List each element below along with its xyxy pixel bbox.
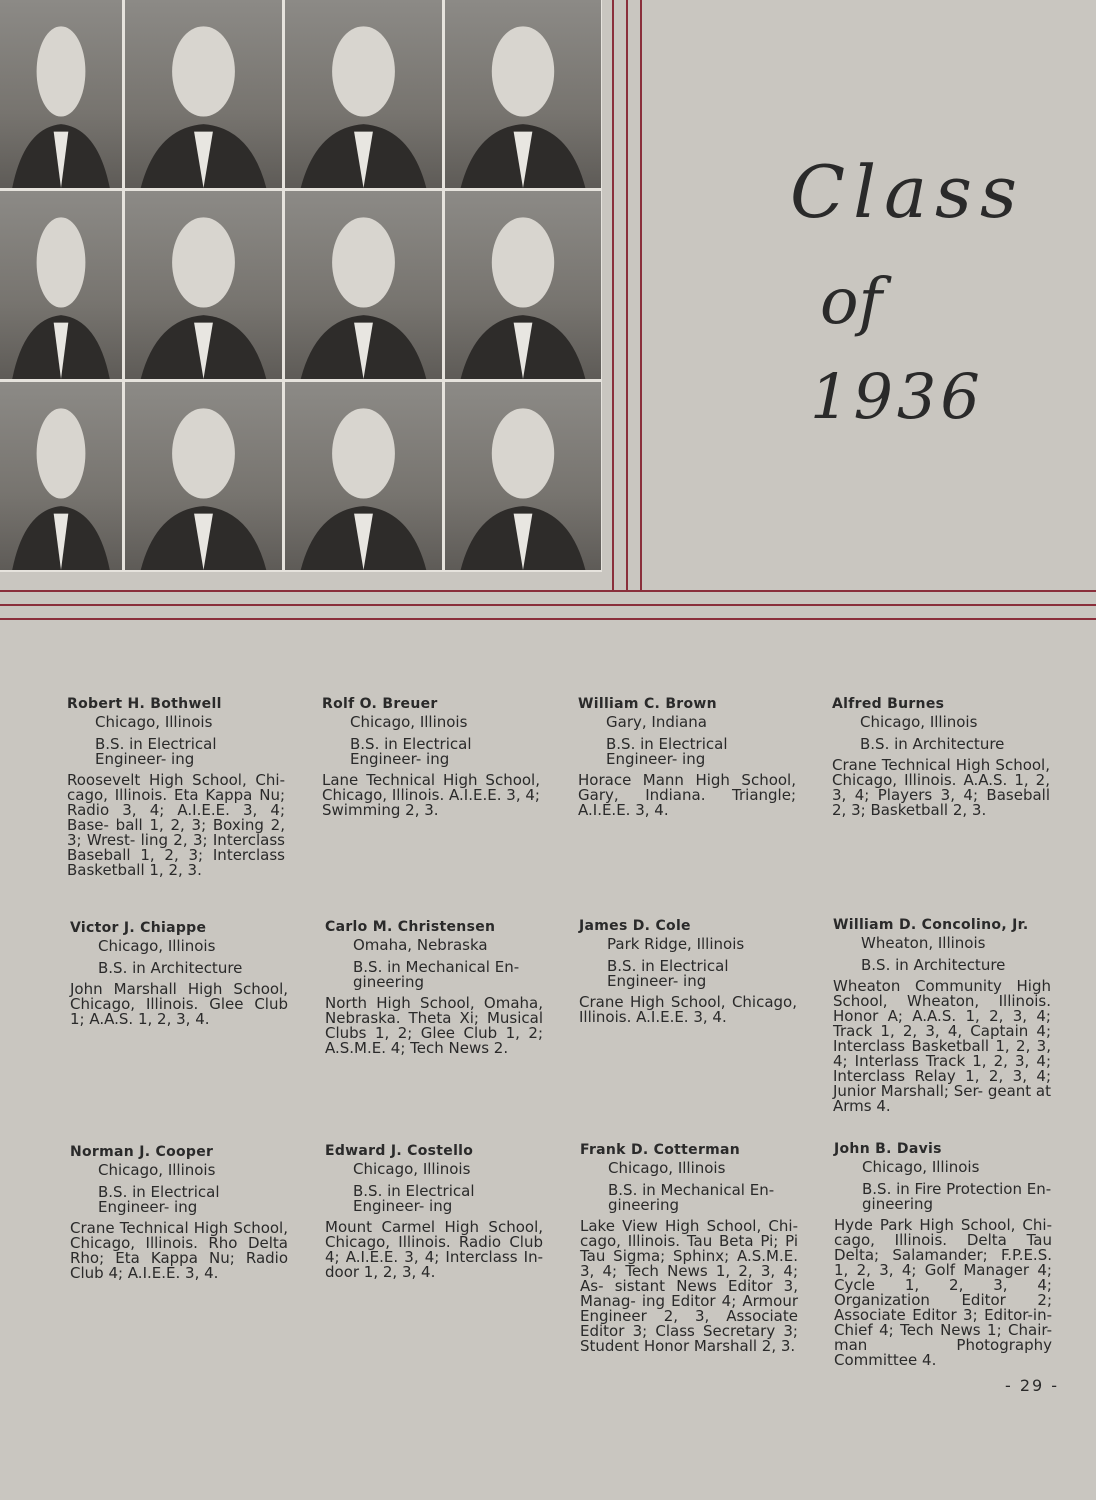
horizontal-rule bbox=[0, 618, 1096, 620]
portrait-grid bbox=[0, 0, 602, 572]
senior-name: William C. Brown bbox=[578, 696, 717, 712]
vertical-rule bbox=[612, 0, 614, 590]
section-title-year: 1936 bbox=[810, 360, 984, 433]
senior-activities: Wheaton Community High School, Wheaton, Illinois. Honor A; A.A.S. 1, 2, 3, 4; Track 1, 2, 3, 4, Captain 4; Interclass Basketball 1, 2, 3, 4; Interlass Track 1, 2, 3, 4; Interclass Relay 1, 2, 3, 4; Junior Marshall; Ser- geant at Arms 4. bbox=[833, 977, 1051, 1115]
senior-entry bbox=[70, 1145, 288, 1281]
senior-activities: Crane High School, Chicago, Illinois. A.I.E.E. 3, 4. bbox=[579, 993, 797, 1026]
senior-entry bbox=[833, 918, 1051, 1114]
senior-hometown: Omaha, Nebraska bbox=[353, 936, 488, 954]
senior-hometown: Chicago, Illinois bbox=[98, 937, 216, 955]
vertical-rule bbox=[626, 0, 628, 590]
senior-hometown: Chicago, Illinois bbox=[350, 713, 468, 731]
senior-activities: North High School, Omaha, Nebraska. Theta Xi; Musical Clubs 1, 2; Glee Club 1, 2; A.S.M.E. 4; Tech News 2. bbox=[325, 994, 543, 1057]
senior-entry bbox=[70, 921, 288, 1027]
senior-name: Frank D. Cotterman bbox=[580, 1142, 741, 1158]
senior-activities: Crane Technical High School, Chicago, Illinois. Rho Delta Rho; Eta Kappa Nu; Radio Club 4; A.I.E.E. 3, 4. bbox=[70, 1219, 288, 1282]
senior-activities: Horace Mann High School, Gary, Indiana. Triangle; A.I.E.E. 3, 4. bbox=[578, 771, 796, 819]
senior-hometown: Chicago, Illinois bbox=[353, 1160, 471, 1178]
senior-degree: B.S. in Electrical Engineer- ing bbox=[606, 735, 728, 768]
senior-entry bbox=[580, 1143, 798, 1354]
section-title-class: Class bbox=[790, 150, 1025, 234]
page-number: - 29 - bbox=[1005, 1376, 1060, 1395]
portrait-photo bbox=[0, 382, 122, 570]
portrait-photo bbox=[125, 0, 282, 188]
senior-activities: John Marshall High School, Chicago, Illinois. Glee Club 1; A.A.S. 1, 2, 3, 4. bbox=[70, 980, 288, 1028]
senior-name: William D. Concolino, Jr. bbox=[833, 917, 1029, 933]
senior-entry bbox=[325, 920, 543, 1056]
senior-degree: B.S. in Fire Protection En- gineering bbox=[862, 1180, 1052, 1213]
senior-hometown: Chicago, Illinois bbox=[608, 1159, 726, 1177]
senior-degree: B.S. in Electrical Engineer- ing bbox=[353, 1182, 475, 1215]
portrait-photo bbox=[445, 382, 601, 570]
senior-name: Robert H. Bothwell bbox=[67, 696, 222, 712]
senior-activities: Roosevelt High School, Chi- cago, Illinois. Eta Kappa Nu; Radio 3, 4; A.I.E.E. 3, 4; Base- ball 1, 2, 3; Boxing 2, 3; Wrest- ling 2, 3; Interclass Baseball 1, 2, 3; Interclass Basketball 1, 2, 3. bbox=[67, 771, 285, 879]
senior-entry bbox=[834, 1142, 1052, 1368]
senior-activities: Crane Technical High School, Chicago, Illinois. A.A.S. 1, 2, 3, 4; Players 3, 4; Baseball 2, 3; Basketball 2, 3. bbox=[832, 756, 1050, 819]
senior-hometown: Chicago, Illinois bbox=[95, 713, 213, 731]
portrait-photo bbox=[0, 0, 122, 188]
senior-degree: B.S. in Architecture bbox=[861, 956, 1006, 974]
senior-name: Edward J. Costello bbox=[325, 1143, 474, 1159]
senior-activities: Mount Carmel High School, Chicago, Illinois. Radio Club 4; A.I.E.E. 3, 4; Interclass In- door 1, 2, 3, 4. bbox=[325, 1218, 543, 1281]
portrait-photo bbox=[445, 0, 601, 188]
portrait-photo bbox=[285, 191, 442, 379]
senior-degree: B.S. in Electrical Engineer- ing bbox=[95, 735, 217, 768]
portrait-photo bbox=[125, 191, 282, 379]
senior-activities: Lake View High School, Chi- cago, Illinois. Tau Beta Pi; Pi Tau Sigma; Sphinx; A.S.M.E. 3, 4; Tech News 1, 2, 3, 4; As- sistant News Editor 3, Manag- ing Editor 4; Armour Engineer 2, 3, Associate Editor 3; Class Secretary 3; Student Honor Marshall 2, 3. bbox=[580, 1217, 798, 1355]
senior-name: John B. Davis bbox=[834, 1141, 942, 1157]
senior-name: Carlo M. Christensen bbox=[325, 919, 496, 935]
senior-degree: B.S. in Mechanical En- gineering bbox=[353, 958, 520, 991]
senior-degree: B.S. in Architecture bbox=[860, 735, 1005, 753]
senior-activities: Lane Technical High School, Chicago, Illinois. A.I.E.E. 3, 4; Swimming 2, 3. bbox=[322, 771, 540, 819]
portrait-photo bbox=[285, 0, 442, 188]
horizontal-rule bbox=[0, 590, 1096, 592]
section-title-of: of bbox=[820, 265, 883, 339]
senior-hometown: Chicago, Illinois bbox=[860, 713, 978, 731]
senior-entry bbox=[325, 1144, 543, 1280]
senior-hometown: Chicago, Illinois bbox=[98, 1161, 216, 1179]
senior-name: Victor J. Chiappe bbox=[70, 920, 207, 936]
senior-degree: B.S. in Mechanical En- gineering bbox=[608, 1181, 775, 1214]
senior-name: Alfred Burnes bbox=[832, 696, 945, 712]
senior-name: Norman J. Cooper bbox=[70, 1144, 214, 1160]
senior-entry bbox=[832, 697, 1050, 818]
senior-name: Rolf O. Breuer bbox=[322, 696, 438, 712]
senior-entry bbox=[578, 697, 796, 818]
senior-entry bbox=[579, 919, 797, 1025]
senior-activities: Hyde Park High School, Chi- cago, Illinois. Delta Tau Delta; Salamander; F.P.E.S. 1, 2, 3, 4; Golf Manager 4; Cycle 1, 2, 3, 4; Organization Editor 2; Associate Editor 3; Editor-in- Chief 4; Tech News 1; Chair- man Photography Committee 4. bbox=[834, 1216, 1052, 1369]
portrait-photo bbox=[125, 382, 282, 570]
senior-name: James D. Cole bbox=[579, 918, 691, 934]
senior-degree: B.S. in Architecture bbox=[98, 959, 243, 977]
portrait-photo bbox=[445, 191, 601, 379]
senior-hometown: Chicago, Illinois bbox=[862, 1158, 980, 1176]
portrait-photo bbox=[0, 191, 122, 379]
senior-hometown: Park Ridge, Illinois bbox=[607, 935, 745, 953]
senior-degree: B.S. in Electrical Engineer- ing bbox=[350, 735, 472, 768]
senior-degree: B.S. in Electrical Engineer- ing bbox=[98, 1183, 220, 1216]
senior-entry bbox=[67, 697, 285, 878]
vertical-rule bbox=[640, 0, 642, 590]
horizontal-rule bbox=[0, 604, 1096, 606]
senior-hometown: Gary, Indiana bbox=[606, 713, 707, 731]
senior-degree: B.S. in Electrical Engineer- ing bbox=[607, 957, 729, 990]
senior-entry bbox=[322, 697, 540, 818]
portrait-photo bbox=[285, 382, 442, 570]
senior-hometown: Wheaton, Illinois bbox=[861, 934, 986, 952]
